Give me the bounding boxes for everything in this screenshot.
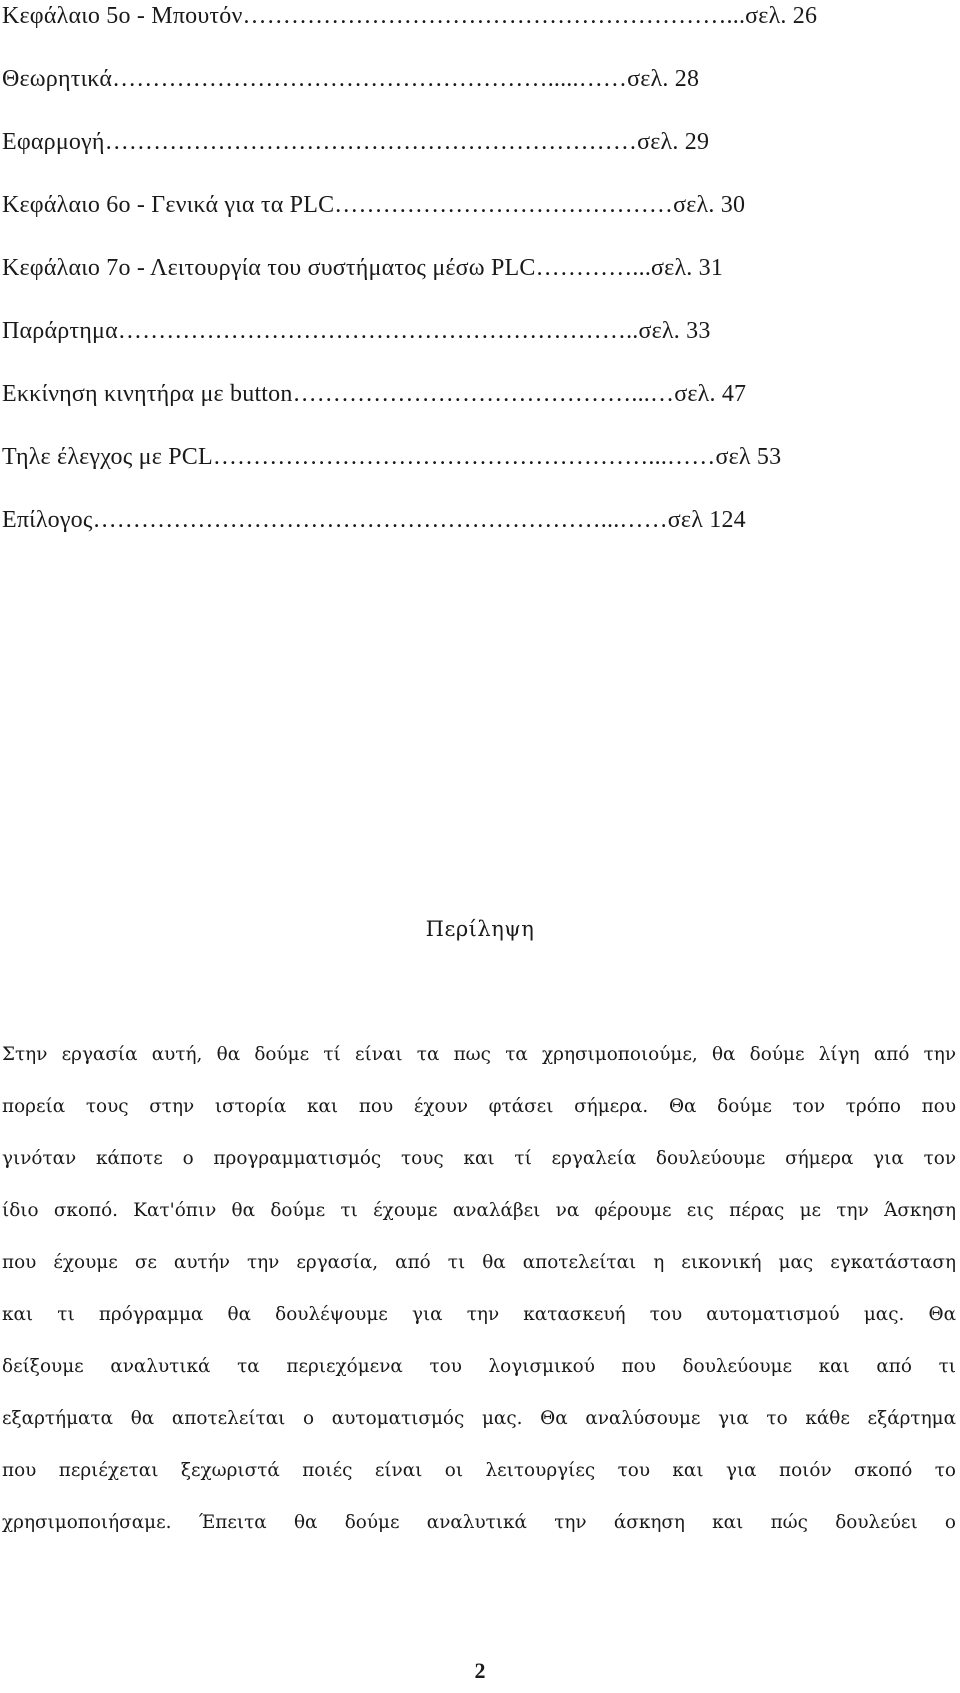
toc-entry bbox=[2, 1, 817, 31]
toc-entry-leader: ……………………………………...… bbox=[292, 381, 675, 407]
toc-entry bbox=[2, 505, 746, 535]
toc-entry-title: Επίλογος bbox=[2, 507, 93, 533]
toc-entry-leader: …………... bbox=[535, 255, 652, 281]
toc-entry-leader: ………………………………………………………...…… bbox=[92, 507, 668, 533]
toc-entry bbox=[2, 379, 746, 409]
toc-entry-page: σελ. 30 bbox=[673, 192, 746, 218]
toc-entry-page: σελ. 28 bbox=[627, 66, 700, 92]
toc-entry bbox=[2, 316, 711, 346]
toc-entry-page: σελ 124 bbox=[667, 507, 746, 533]
toc-entry-title: Κεφάλαιο 7ο - Λειτουργία του συστήματος μέσω PLC bbox=[2, 255, 536, 281]
toc-entry-page: σελ. 26 bbox=[745, 3, 818, 29]
toc-entry bbox=[2, 190, 745, 220]
toc-entry-title: Τηλε έλεγχος με PCL bbox=[2, 444, 213, 470]
summary-line: χρησιμοποιήσαμε. Έπειτα θα δούμε αναλυτικά την άσκηση και πώς δουλεύει ο bbox=[2, 1512, 956, 1533]
page-number: 2 bbox=[474, 1658, 486, 1683]
toc-entry-title: Κεφάλαιο 5ο - Μπουτόν bbox=[2, 3, 243, 29]
toc-entry-leader: …………………………………… bbox=[334, 192, 674, 218]
summary-heading: Περίληψη bbox=[425, 917, 535, 941]
summary-line: πορεία τους στην ιστορία και που έχουν φτάσει σήμερα. Θα δούμε τον τρόπο που bbox=[2, 1096, 956, 1117]
summary-line: και τι πρόγραμμα θα δουλέψουμε για την κατασκευή του αυτοματισμού μας. Θα bbox=[2, 1304, 956, 1325]
toc-entry-page: σελ. 31 bbox=[651, 255, 724, 281]
toc-entry bbox=[2, 253, 723, 283]
summary-line: που έχουμε σε αυτήν την εργασία, από τι θα αποτελείται η εικονική μας εγκατάσταση bbox=[2, 1252, 956, 1273]
toc-entry bbox=[2, 442, 781, 472]
toc-entry-leader: ………………………………………………………… bbox=[104, 129, 638, 155]
summary-line: που περιέχεται ξεχωριστά ποιές είναι οι λειτουργίες του και για ποιόν σκοπό το bbox=[2, 1460, 956, 1481]
toc-entry-title: Θεωρητικά bbox=[2, 66, 113, 92]
toc-entry-page: σελ. 33 bbox=[638, 318, 711, 344]
summary-line: δείξουμε αναλυτικά τα περιεχόμενα του λογισμικού που δουλεύουμε και από τι bbox=[2, 1356, 956, 1377]
toc-entry-page: σελ 53 bbox=[715, 444, 782, 470]
summary-line: γινόταν κάποτε ο προγραμματισμός τους και τί εργαλεία δουλεύουμε σήμερα για τον bbox=[2, 1148, 956, 1169]
toc-entry-leader: ……………………………………………………….. bbox=[117, 318, 639, 344]
toc-entry-title: Εκκίνηση κινητήρα με button bbox=[2, 381, 293, 407]
summary-line: ίδιο σκοπό. Κατ'όπιν θα δούμε τι έχουμε αναλάβει να φέρουμε εις πέρας με την Άσκηση bbox=[2, 1200, 956, 1221]
toc-entry bbox=[2, 127, 709, 157]
summary-line: εξαρτήματα θα αποτελείται ο αυτοματισμός μας. Θα αναλύσουμε για το κάθε εξάρτημα bbox=[2, 1408, 956, 1429]
summary-line: Στην εργασία αυτή, θα δούμε τί είναι τα πως τα χρησιμοποιούμε, θα δούμε λίγη από την bbox=[2, 1044, 956, 1065]
toc-entry-leader: ……………………………………………………... bbox=[242, 3, 746, 29]
toc-entry bbox=[2, 64, 699, 94]
toc-entry-title: Εφαρμογή bbox=[2, 129, 105, 155]
toc-entry-leader: ………………………………………………...…… bbox=[212, 444, 716, 470]
toc-entry-page: σελ. 47 bbox=[674, 381, 747, 407]
toc-entry-page: σελ. 29 bbox=[637, 129, 710, 155]
toc-entry-leader: ……………………………………………….....…… bbox=[112, 66, 628, 92]
toc-entry-title: Παράρτημα bbox=[2, 318, 118, 344]
toc-entry-title: Κεφάλαιο 6ο - Γενικά για τα PLC bbox=[2, 192, 335, 218]
